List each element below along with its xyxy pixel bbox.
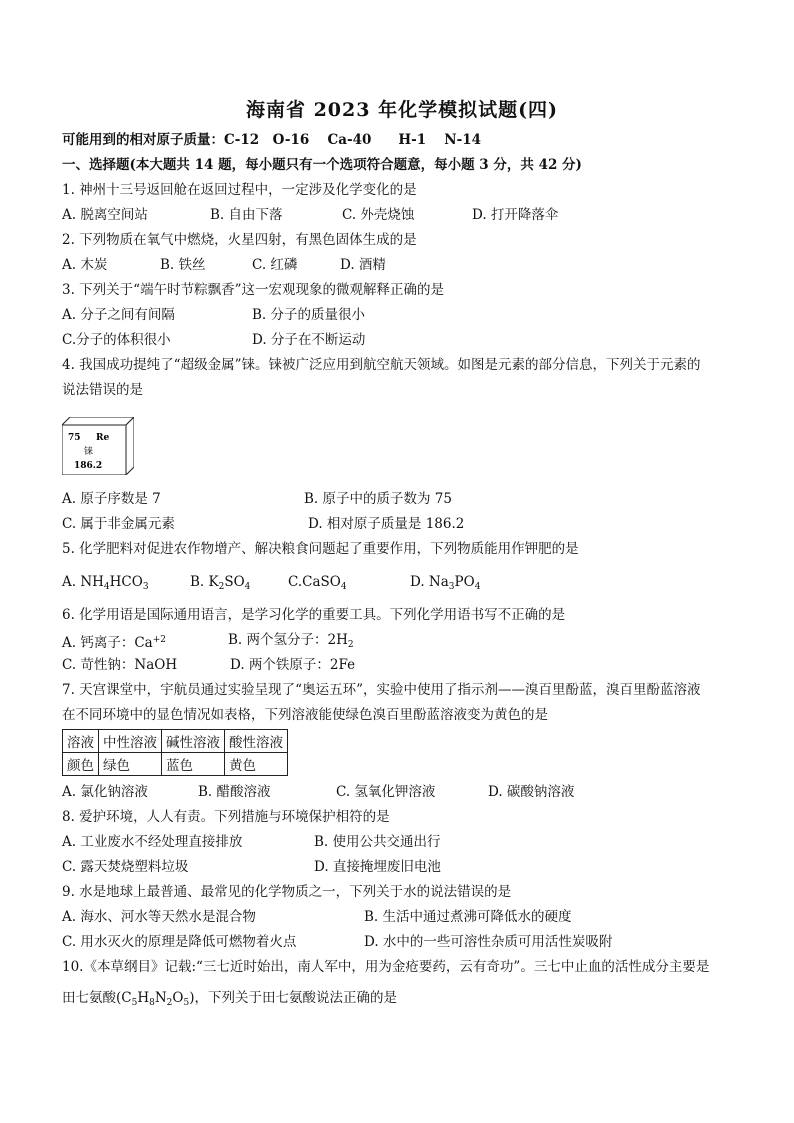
indicator-color-table xyxy=(62,729,288,776)
q9-option-a: A. 海水、河水等天然水是混合物 xyxy=(62,909,256,925)
table-cell: 酸性溶液 xyxy=(225,730,288,753)
q4-option-d: D. 相对原子质量是 186.2 xyxy=(308,516,465,532)
q8-stem: 8. 爱护环境，人人有责。下列措施与环境保护相符的是 xyxy=(62,809,390,825)
q5-option-b: B. $K_2SO_4$ xyxy=(190,574,251,592)
q6-option-a: A. 钙离子：$Ca^{+2}$ xyxy=(62,635,166,651)
q7-option-c: C. 氢氧化钾溶液 xyxy=(336,784,436,800)
q1-option-a: A. 脱离空间站 xyxy=(62,207,148,223)
q1-stem: 1. 神州十三号返回舱在返回过程中，一定涉及化学变化的是 xyxy=(62,182,417,198)
q3-option-a: A. 分子之间有间隔 xyxy=(62,307,175,323)
table-cell: 颜色 xyxy=(63,753,99,776)
exam-page xyxy=(62,0,742,1123)
q6-option-c: C. 苛性钠：NaOH xyxy=(62,657,178,673)
q7-stem-line2: 在不同环境中的显色情况如表格，下列溶液能使绿色溴百里酚蓝溶液变为黄色的是 xyxy=(62,707,548,723)
q5-option-a: A. $NH_4HCO_3$ xyxy=(62,574,149,592)
q8-option-c: C. 露天焚烧塑料垃圾 xyxy=(62,859,189,875)
element-mass: 186.2 xyxy=(74,461,103,471)
q6-option-b: B. 两个氢分子：$2H_2$ xyxy=(228,632,354,650)
q3-option-c: C.分子的体积很小 xyxy=(62,332,171,348)
q4-option-c: C. 属于非金属元素 xyxy=(62,516,175,532)
q4-stem-line1: 4. 我国成功提纯了“超级金属”铼。铼被广泛应用到航空航天领域。如图是元素的部分信息，下列关于元素的 xyxy=(62,357,701,373)
q2-option-d: D. 酒精 xyxy=(340,257,386,273)
q1-option-c: C. 外壳烧蚀 xyxy=(342,207,415,223)
table-cell: 蓝色 xyxy=(162,753,225,776)
q9-option-b: B. 生活中通过煮沸可降低水的硬度 xyxy=(364,909,572,925)
q7-stem-line1: 7. 天宫课堂中，宇航员通过实验呈现了“奥运五环”，实验中使用了指示剂——溴百里酚蓝，溴百里酚蓝溶液 xyxy=(62,682,701,698)
q5-option-c: C.CaSO$_4$ xyxy=(288,574,347,592)
q3-option-b: B. 分子的质量很小 xyxy=(252,307,366,323)
q2-option-b: B. 铁丝 xyxy=(160,257,206,273)
atomic-masses: 可能用到的相对原子质量：C-12 O-16 Ca-40 H-1 N-14 xyxy=(62,132,482,148)
q2-option-a: A. 木炭 xyxy=(62,257,108,273)
q6-stem: 6. 化学用语是国际通用语言，是学习化学的重要工具。下列化学用语书写不正确的是 xyxy=(62,607,566,623)
q9-option-c: C. 用水灭火的原理是降低可燃物着火点 xyxy=(62,934,297,950)
q8-option-b: B. 使用公共交通出行 xyxy=(314,834,441,850)
q4-option-b: B. 原子中的质子数为 75 xyxy=(304,491,452,507)
q9-option-d: D. 水中的一些可溶性杂质可用活性炭吸附 xyxy=(364,934,613,950)
element-symbol: Re xyxy=(96,433,110,443)
q7-option-b: B. 醋酸溶液 xyxy=(198,784,271,800)
q1-option-b: B. 自由下落 xyxy=(210,207,283,223)
q9-stem: 9. 水是地球上最普通、最常见的化学物质之一，下列关于水的说法错误的是 xyxy=(62,884,512,900)
q5-stem: 5. 化学肥料对促进农作物增产、解决粮食问题起了重要作用，下列物质能用作钾肥的是 xyxy=(62,541,579,557)
q8-option-d: D. 直接掩埋废旧电池 xyxy=(314,859,441,875)
table-cell: 绿色 xyxy=(99,753,162,776)
q5-option-d: D. $Na_3PO_4$ xyxy=(410,574,481,592)
table-cell: 溶液 xyxy=(63,730,99,753)
q4-option-a: A. 原子序数是 7 xyxy=(62,491,161,507)
table-cell: 黄色 xyxy=(225,753,288,776)
section-heading: 一、选择题(本大题共 14 题，每小题只有一个选项符合题意，每小题 3 分，共 42 分) xyxy=(62,157,582,173)
q7-option-a: A. 氯化钠溶液 xyxy=(62,784,148,800)
page-title: 海南省 2023 年化学模拟试题(四) xyxy=(245,99,559,121)
q10-formula: $(C_5H_8N_2O_5)$ xyxy=(116,990,195,1008)
q4-stem-line2: 说法错误的是 xyxy=(62,382,143,398)
q10-stem-line1: 10.《本草纲目》记载:“三七近时始出，南人军中，用为金疮要药，云有奇功”。三七中止血的活性成分主要是 xyxy=(62,959,710,975)
element-name: 铼 xyxy=(84,447,94,457)
q7-option-d: D. 碳酸钠溶液 xyxy=(488,784,575,800)
element-info-box xyxy=(62,417,134,475)
table-row xyxy=(63,753,288,776)
table-row xyxy=(63,730,288,753)
q10-stem-line2: 田七氨酸$(C_5H_8N_2O_5)$，下列关于田七氨酸说法正确的是 xyxy=(62,990,397,1008)
q3-option-d: D. 分子在不断运动 xyxy=(252,332,366,348)
q3-stem: 3. 下列关于“端午时节粽飘香”这一宏观现象的微观解释正确的是 xyxy=(62,282,444,298)
q6-option-d: D. 两个铁原子：2Fe xyxy=(230,657,356,673)
q1-option-d: D. 打开降落伞 xyxy=(472,207,559,223)
table-cell: 碱性溶液 xyxy=(162,730,225,753)
table-cell: 中性溶液 xyxy=(99,730,162,753)
element-atomic-number: 75 xyxy=(68,433,81,443)
q8-option-a: A. 工业废水不经处理直接排放 xyxy=(62,834,243,850)
q2-option-c: C. 红磷 xyxy=(252,257,298,273)
q2-stem: 2. 下列物质在氧气中燃烧，火星四射，有黑色固体生成的是 xyxy=(62,232,417,248)
